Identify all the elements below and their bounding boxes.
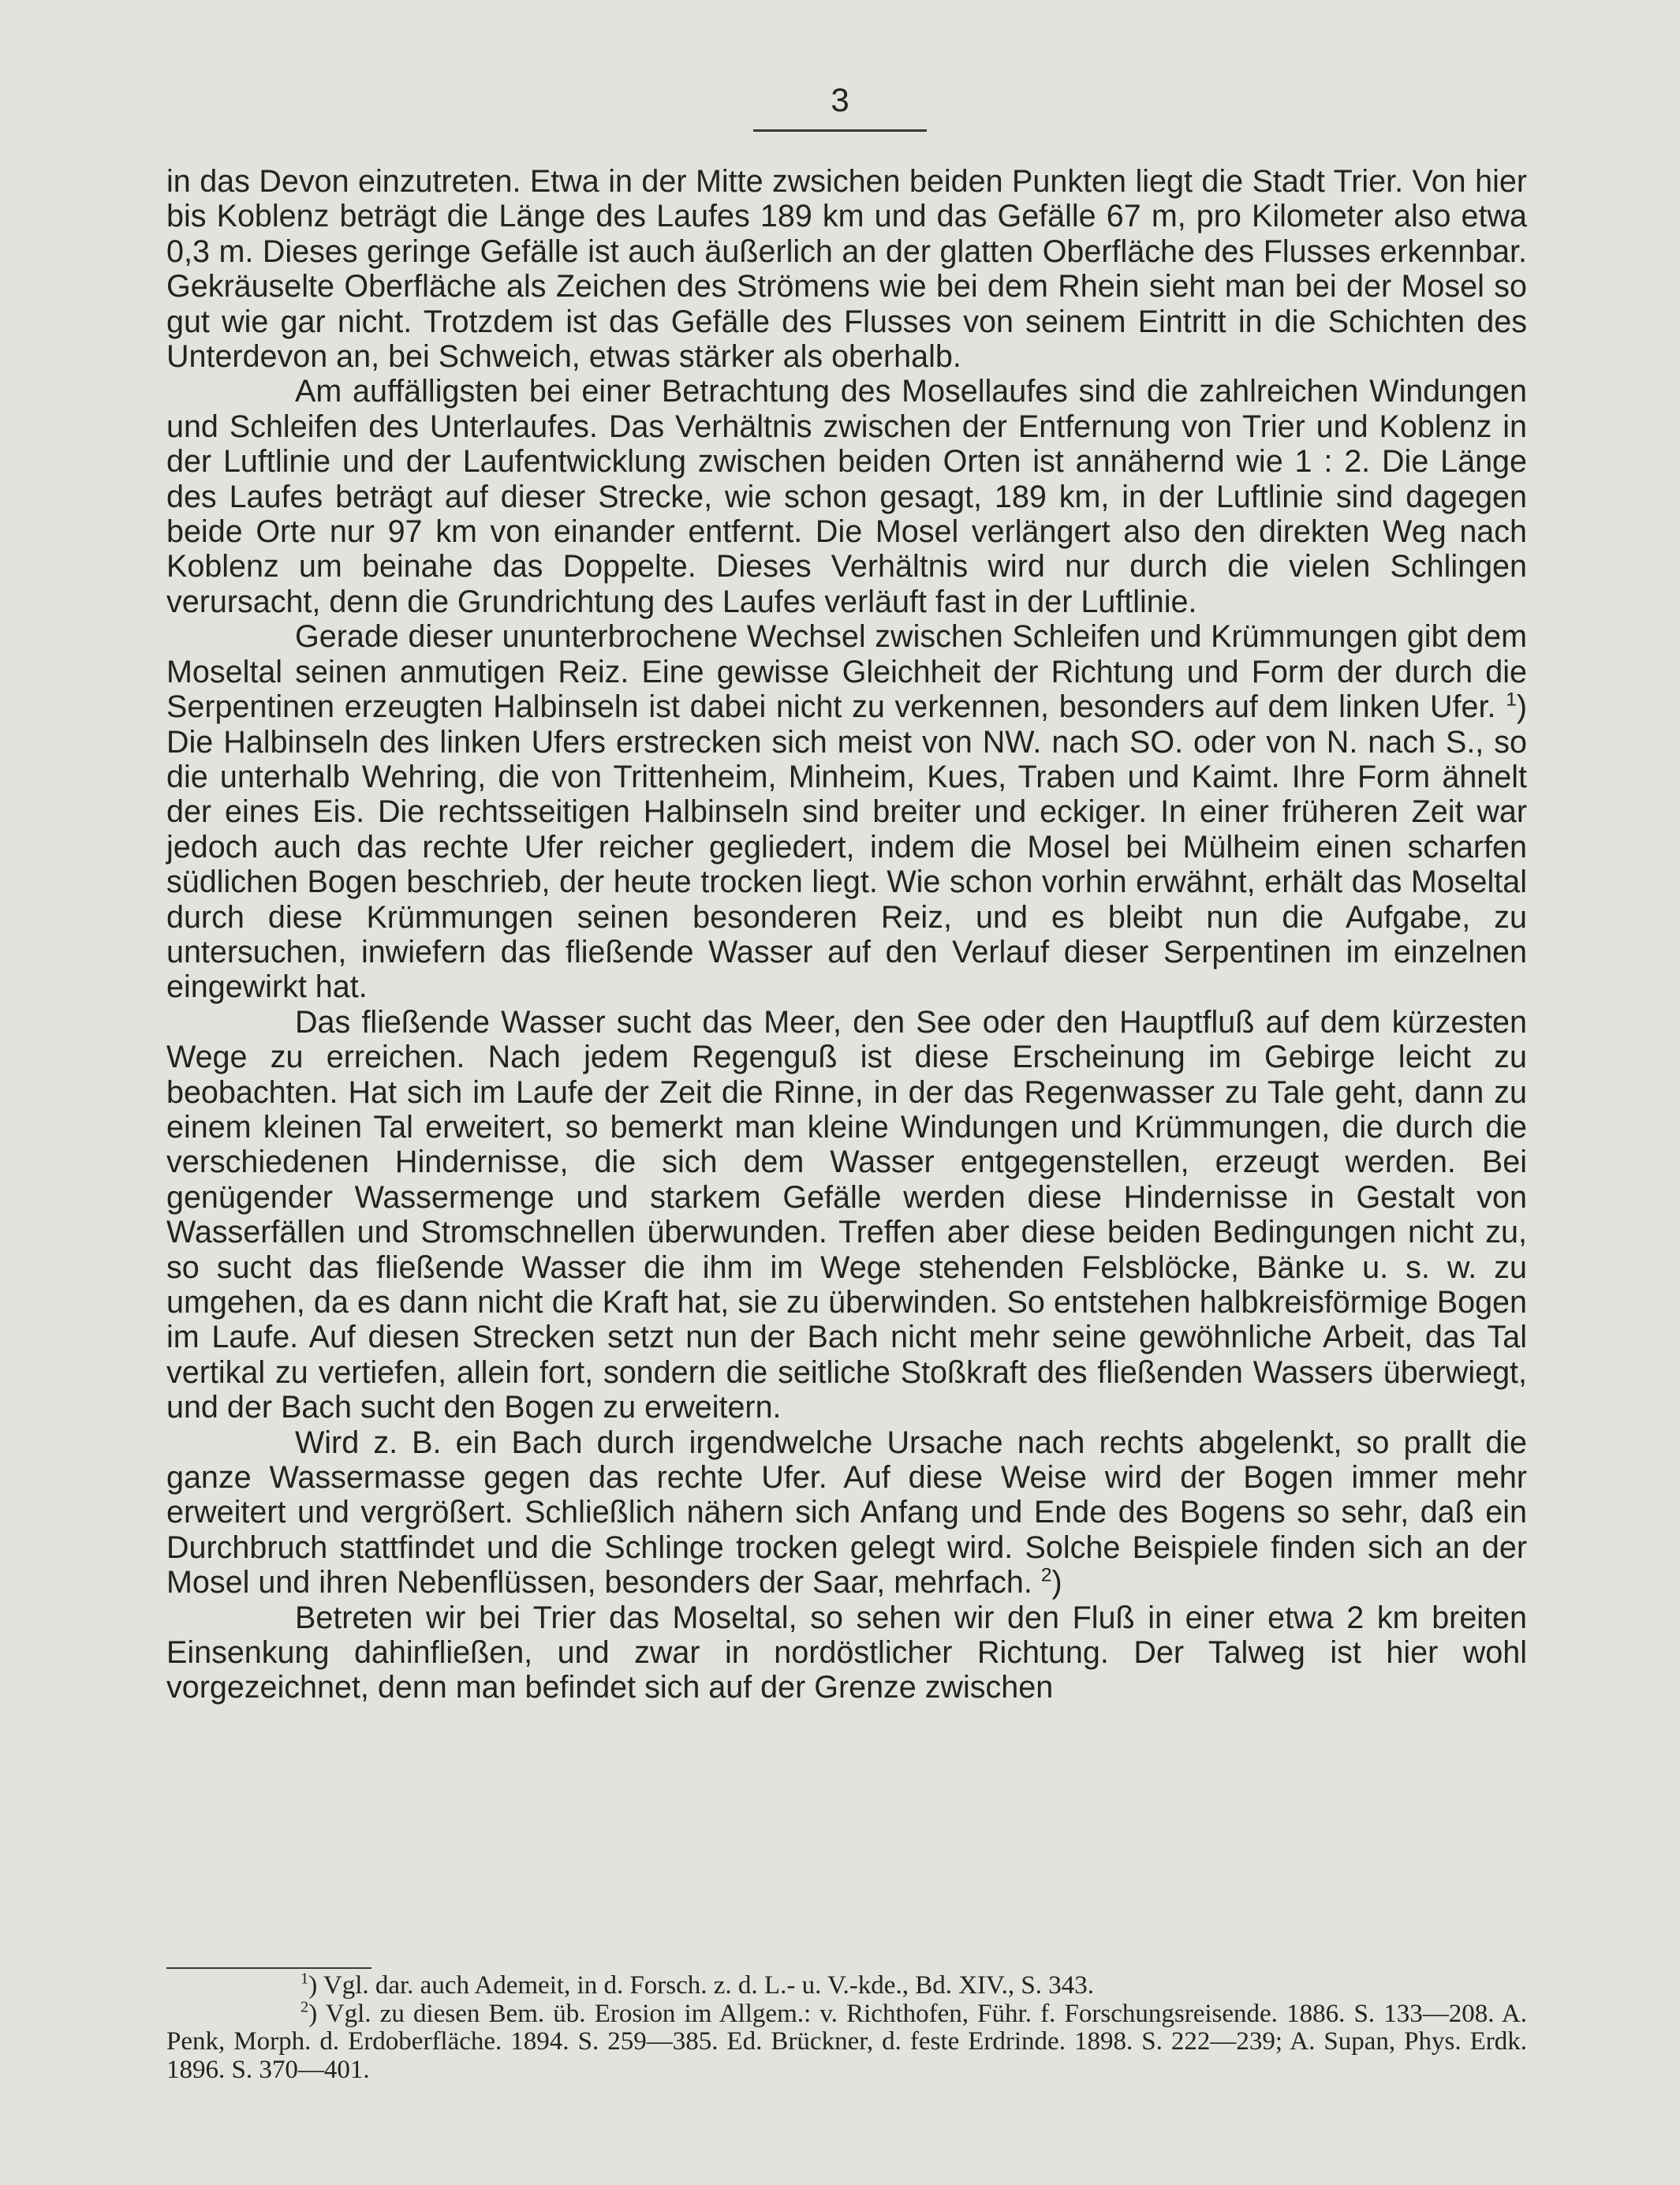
paragraph-4 [166, 1005, 1527, 1425]
paragraph-text: Betreten wir bei Trier das Moseltal, so sehen wir den Fluß in einer etwa 2 km breiten Einsenkung dahinfließen, und zwar in nordöstlicher Richtung. Der Talweg ist hier wohl vorgezeichnet, denn man befindet sich auf der Grenze zwischen [166, 1600, 1527, 1705]
paragraph-6 [166, 1600, 1527, 1705]
footnote-mark: 1 [301, 1970, 309, 1988]
footnote-2 [166, 2000, 1527, 2085]
paragraph-text: in das Devon einzutreten. Etwa in der Mitte zwsichen beiden Punkten liegt die Stadt Trier. Von hier bis Koblenz beträgt die Länge des Laufes 189 km und das Gefälle 67 m, pro Kilometer also etwa 0,3 m. Dieses geringe Gefälle ist auch äußerlich an der glatten Oberfläche des Flusses erkennbar. Gekräuselte Oberfläche als Zeichen des Strömens wie bei dem Rhein sieht man bei der Mosel so gut wie gar nicht. Trotzdem ist das Gefälle des Flusses von seinem Eintritt in die Schichten des Unterdevon an, bei Schweich, etwas stärker als oberhalb. [166, 164, 1527, 375]
paragraph-5 [166, 1425, 1527, 1600]
footnotes [166, 1972, 1527, 2084]
footnote-1 [166, 1972, 1527, 2000]
main-text [166, 164, 1527, 1705]
paragraph-1 [166, 164, 1527, 374]
footnote-reference[interactable]: 2 [1040, 1564, 1052, 1586]
paragraph-3 [166, 619, 1527, 1004]
footnote-text: ) Vgl. zu diesen Bem. üb. Erosion im Allgem.: v. Richthofen, Führ. f. Forschungsreisende. 1886. S. 133—208. A. Penk, Morph. d. Erdoberfläche. 1894. S. 259—385. Ed. Brückner, d. feste Erdrinde. 1898. S. 222—239; A. Supan, Phys. Erdk. 1896. S. 370—401. [166, 1999, 1527, 2084]
page-number: 3 [831, 81, 849, 118]
paragraph-text: Gerade dieser ununterbrochene Wechsel zwischen Schleifen und Krümmungen gibt dem Moseltal seinen anmutigen Reiz. Eine gewisse Gleichheit der Richtung und Form der durch die Serpentinen erzeugten Halbinseln ist dabei nicht zu verkennen, besonders auf dem linken Ufer. [166, 619, 1527, 725]
page-number-rule [753, 129, 927, 132]
footnote-separator [166, 1967, 371, 1969]
paragraph-text: ) [1051, 1565, 1062, 1600]
paragraph-text: ) Die Halbinseln des linken Ufers erstrecken sich meist von NW. nach SO. oder von N. nach S., so die unterhalb Wehring, die von Trittenheim, Minheim, Kues, Traben und Kaimt. Ihre Form ähnelt der eines Eis. Die rechtsseitigen Halbinseln sind breiter und eckiger. In einer früheren Zeit war jedoch auch das rechte Ufer reicher gegliedert, indem die Mosel bei Mülheim einen scharfen südlichen Bogen beschrieb, der heute trocken liegt. Wie schon vorhin erwähnt, erhält das Moseltal durch diese Krümmungen seinen besonderen Reiz, und es bleibt nun die Aufgabe, zu untersuchen, inwiefern das fließende Wasser auf den Verlauf dieser Serpentinen im einzelnen eingewirkt hat. [166, 689, 1527, 1005]
footnote-text: ) Vgl. dar. auch Ademeit, in d. Forsch. z. d. L.- u. V.-kde., Bd. XIV., S. 343. [308, 1971, 1094, 2000]
paragraph-text: Wird z. B. ein Bach durch irgendwelche Ursache nach rechts abgelenkt, so prallt die ganze Wassermasse gegen das rechte Ufer. Auf diese Weise wird der Bogen immer mehr erweitert und vergrößert. Schließlich nähern sich Anfang und Ende des Bogens so sehr, daß ein Durchbruch stattfindet und die Schlinge trocken gelegt wird. Solche Beispiele finden sich an der Mosel und ihren Nebenflüssen, besonders der Saar, mehrfach. [166, 1425, 1527, 1600]
paragraph-text: Das fließende Wasser sucht das Meer, den See oder den Hauptfluß auf dem kürzesten Wege zu erreichen. Nach jedem Regenguß ist diese Erscheinung im Gebirge leicht zu beobachten. Hat sich im Laufe der Zeit die Rinne, in der das Regenwasser zu Tale geht, dann zu einem kleinen Tal erweitert, so bemerkt man kleine Windungen und Krümmungen, die durch die verschiedenen Hindernisse, die sich dem Wasser entgegenstellen, erzeugt werden. Bei genügender Wassermenge und starkem Gefälle werden diese Hindernisse in Gestalt von Wasserfällen und Stromschnellen überwunden. Treffen aber diese beiden Bedingungen nicht zu, so sucht das fließende Wasser die ihm im Wege stehenden Felsblöcke, Bänke u. s. w. zu umgehen, da es dann nicht die Kraft hat, sie zu überwinden. So entstehen halbkreisförmige Bogen im Laufe. Auf diesen Strecken setzt nun der Bach nicht mehr seine gewöhnliche Arbeit, das Tal vertikal zu vertiefen, allein fort, sondern die seitliche Stoßkraft des fließenden Wassers überwiegt, und der Bach sucht den Bogen zu erweitern. [166, 1004, 1527, 1425]
paragraph-2 [166, 374, 1527, 619]
footnote-mark: 2 [301, 1998, 309, 2016]
paragraph-text: Am auffälligsten bei einer Betrachtung des Mosellaufes sind die zahlreichen Windungen und Schleifen des Unterlaufes. Das Verhältnis zwischen der Entfernung von Trier und Koblenz in der Luftlinie und der Laufentwicklung zwischen beiden Orten ist annähernd wie 1 : 2. Die Länge des Laufes beträgt auf dieser Strecke, wie schon gesagt, 189 km, in der Luftlinie sind dagegen beide Orte nur 97 km von einander entfernt. Die Mosel verlängert also den direkten Weg nach Koblenz um beinahe das Doppelte. Dieses Verhältnis wird nur durch die vielen Schlingen verursacht, denn die Grundrichtung des Laufes verläuft fast in der Luftlinie. [166, 374, 1527, 619]
footnote-reference[interactable]: 1 [1506, 689, 1517, 711]
